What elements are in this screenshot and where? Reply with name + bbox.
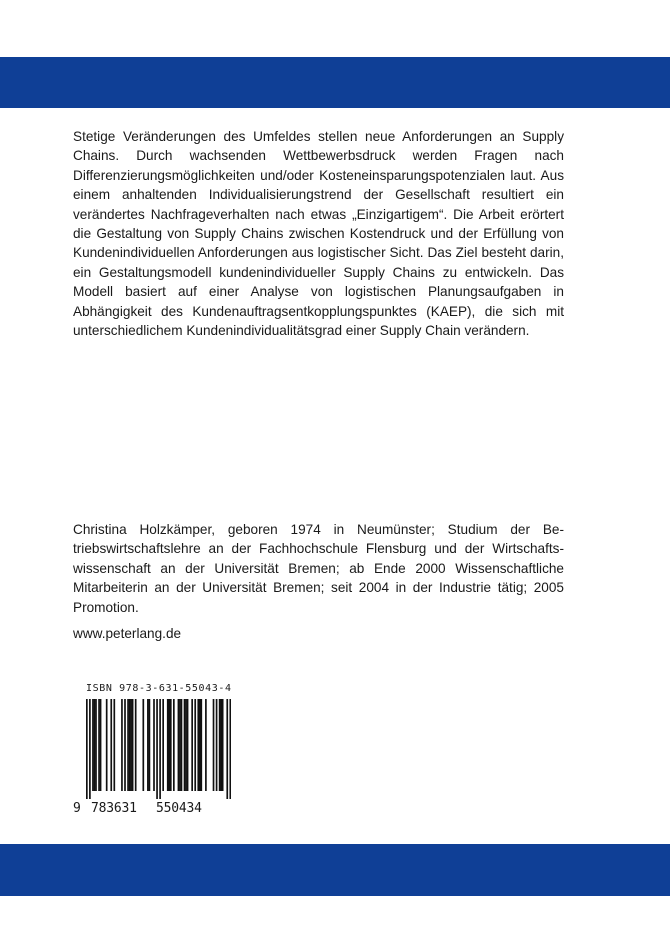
barcode-bar [94,699,96,791]
barcode-bar [89,699,91,799]
barcode-bar [184,699,186,791]
barcode-bar [135,699,137,791]
barcode-bar [147,699,149,791]
barcode-bar [216,699,218,791]
barcode-bar [205,699,207,791]
barcode-bar [95,699,97,791]
barcode-bar [98,699,100,791]
barcode-bar [129,699,131,791]
barcode-bar [124,699,126,791]
barcode-bar [106,699,108,791]
barcode-bar [121,699,123,791]
barcode-bar [113,699,115,791]
barcode-bar [178,699,180,791]
barcode-bar [173,699,175,791]
publisher-website: www.peterlang.de [73,626,182,641]
barcode-bar [170,699,172,791]
barcode-first-digit: 9 [73,801,81,816]
barcode-bar [199,699,201,791]
barcode-bar [181,699,183,791]
barcode-bar [162,699,164,791]
barcode-bar [159,699,161,799]
author-biography: Christina Holzkämper, geboren 1974 in Neumünster; Studium der Betriebswirtschaftslehre an der Fachhochschule Flensburg und der Wirtschaftswissenschaft an der Universität Bremen; ab Ende 2000 Wissenschaftliche Mitarbeiterin an der Universität Bremen; seit 2004 in der Industrie tätig; 2005 Promotion. [73,522,564,615]
barcode-bar [213,699,215,791]
barcode-bar [191,699,193,791]
isbn-barcode [73,683,233,828]
barcode-bar [200,699,202,791]
barcode-bar [156,699,158,799]
isbn-label: ISBN 978-3-631-55043-4 [86,683,232,694]
barcode-bar [149,699,151,791]
barcode-bar [194,699,196,791]
book-description: Stetige Veränderungen des Umfeldes stellen neue Anforderungen an Supply Chains. Durch wachsenden Wettbewerbsdruck werden Fragen nach Differenzierungsmöglichkeiten und/oder Kosteneinsparungspotenzialen laut. Aus einem anhaltenden Individualisierungstrend der Gesellschaft resultiert ein verändertes Nachfrageverhalten nach etwas „Einzigartigem“. Die Arbeit erörtert die Gestaltung von Supply Chains zwischen Kostendruck und der Erfüllung von Kundenindividuellen Anforderungen aus logistischer Sicht. Das Ziel besteht darin, ein Gestaltungsmodell kundenindividueller Supply Chains zu entwickeln. Das Modell basiert auf einer Analyse von logistischen Planungsaufgaben in Abhängigkeit des Kundenauftragsentkopplungspunktes (KAEP), die sich mit unterschiedlichem Kundenindividualitätsgrad einer Supply Chain verändern. [73,129,564,339]
barcode-left-digits: 783631 [91,801,137,816]
barcode-bar [226,699,228,799]
bottom-color-band [0,844,670,896]
barcode-bar [197,699,199,791]
barcode-right-digits: 550434 [156,801,202,816]
barcode-bar [100,699,102,791]
barcode-bar [220,699,222,791]
barcode-bar [130,699,132,791]
barcode-bar [222,699,224,791]
barcode-bar [168,699,170,791]
barcode-bar [110,699,112,791]
barcode-bar [127,699,129,791]
barcode-bar [229,699,231,799]
barcode-bar [179,699,181,791]
barcode-bar [185,699,187,791]
barcode-bar [187,699,189,791]
barcode-bars [86,699,231,799]
top-color-band [0,57,670,108]
barcode-bar [219,699,221,791]
barcode-bar [132,699,134,791]
barcode-bar [153,699,155,791]
barcode-bar [142,699,144,791]
barcode-bar [167,699,169,791]
barcode-bar [86,699,88,799]
barcode-bar [92,699,94,791]
